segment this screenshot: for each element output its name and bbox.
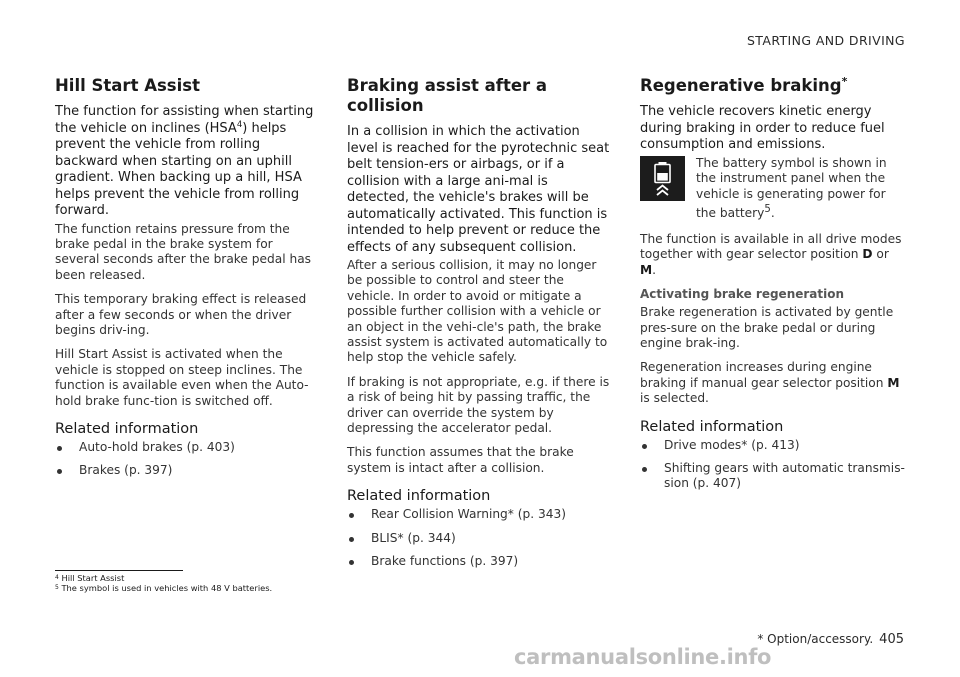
page-footer xyxy=(757,632,904,647)
hill-start-assist-lead xyxy=(55,104,317,220)
footnote-4 xyxy=(55,573,124,583)
hill-start-assist-section xyxy=(55,76,317,487)
gear-position-m: M xyxy=(640,262,653,277)
footnote-divider xyxy=(55,570,183,571)
text-fragment: Regeneration increases during engine braking if manual gear selector position xyxy=(640,360,888,390)
battery-symbol-block xyxy=(640,156,905,222)
related-info-list xyxy=(55,440,317,479)
battery-symbol-text xyxy=(696,156,905,222)
lead-text-start: The function for assisting when starting the vehicle on inclines (HSA xyxy=(55,104,314,136)
bullet-icon xyxy=(642,467,647,472)
related-info-heading: Related information xyxy=(55,420,199,437)
related-link-label: Auto-hold brakes (p. 403) xyxy=(79,439,235,454)
battery-regeneration-icon xyxy=(640,156,685,201)
regenerative-braking-lead: The vehicle recovers kinetic energy during braking in order to reduce fuel consumption and emissions. xyxy=(640,104,885,152)
manual-gear-text xyxy=(640,360,905,406)
footnote-text: Hill Start Assist xyxy=(58,573,125,583)
bullet-icon xyxy=(57,446,62,451)
gear-position-m: M xyxy=(887,375,900,390)
footnote-number: 4 xyxy=(55,574,59,581)
hill-start-assist-title: Hill Start Assist xyxy=(55,76,200,95)
paragraph: This temporary braking effect is released after a few seconds or when the driver begins driv-ing. xyxy=(55,292,307,337)
footnote-number: 5 xyxy=(55,584,59,591)
paragraph: Brake regeneration is activated by gentle pres-sure on the brake pedal or during engine brak-ing. xyxy=(640,305,894,350)
page-number: 405 xyxy=(879,632,904,647)
related-link-brake-functions[interactable] xyxy=(347,554,610,569)
braking-assist-title: Braking assist after a collision xyxy=(347,76,548,115)
braking-assist-lead: In a collision in which the activation level is reached for the pyrotechnic seat belt tension-ers or airbags, or if a collision with a large ani-mal is detected, the vehicle's brakes will be automatically activated. This function is intended to help prevent or reduce the effects of any subsequent collision. xyxy=(347,124,610,255)
title-text: Regenerative braking xyxy=(640,76,842,95)
text-fragment: The function is available in all drive modes together with gear selector position xyxy=(640,231,902,262)
activating-subheading: Activating brake regeneration xyxy=(640,287,845,302)
braking-assist-section xyxy=(347,76,610,578)
regenerative-braking-title xyxy=(640,76,905,96)
paragraph: Hill Start Assist is activated when the vehicle is stopped on steep inclines. The function is available even when the Auto-hold brake func-tion is switched off. xyxy=(55,347,309,408)
bullet-icon xyxy=(349,537,354,542)
bullet-icon xyxy=(349,560,354,565)
paragraph: If braking is not appropriate, e.g. if there is a risk of being hit by passing traffic, the driver can override the system by depressing the accelerator pedal. xyxy=(347,374,610,436)
paragraph: This function assumes that the brake system is intact after a collision. xyxy=(347,445,574,475)
bullet-icon xyxy=(642,444,647,449)
related-info-heading: Related information xyxy=(347,488,491,505)
related-link-auto-hold[interactable] xyxy=(55,440,317,455)
option-accessory-note: * Option/accessory. xyxy=(757,632,874,646)
related-link-drive-modes[interactable] xyxy=(640,438,905,453)
text-fragment: is selected. xyxy=(640,391,709,406)
related-link-label: Shifting gears with automatic transmis-sion (p. 407) xyxy=(664,461,905,491)
option-asterisk: * xyxy=(841,75,848,88)
text-fragment: . xyxy=(652,262,657,277)
related-link-label: Rear Collision Warning* (p. 343) xyxy=(371,507,567,522)
bullet-icon xyxy=(57,469,62,474)
related-link-label: Brakes (p. 397) xyxy=(79,463,173,478)
related-link-blis[interactable] xyxy=(347,531,610,546)
lead-text-end: ) helps prevent the vehicle from rolling backward when starting on an uphill gradient. When backing up a hill, HSA helps prevent the vehicle from rolling forward. xyxy=(55,120,302,218)
paragraph: The function retains pressure from the brake pedal in the brake system for several seconds after the brake pedal has been released. xyxy=(55,221,312,282)
related-link-shifting-gears[interactable] xyxy=(640,461,905,492)
related-link-label: BLIS* (p. 344) xyxy=(371,530,456,545)
drive-modes-text xyxy=(640,232,905,278)
bullet-icon xyxy=(349,513,354,518)
footnote-5 xyxy=(55,583,272,593)
related-link-label: Brake functions (p. 397) xyxy=(371,554,519,569)
watermark-text: carmanualsonline.info xyxy=(514,645,772,669)
gear-position-d: D xyxy=(862,247,873,262)
section-header: STARTING AND DRIVING xyxy=(746,33,905,48)
footnote-ref-5: 5 xyxy=(764,204,771,216)
regenerative-braking-section xyxy=(640,76,905,500)
related-info-heading: Related information xyxy=(640,418,784,435)
related-link-label: Drive modes* (p. 413) xyxy=(664,437,800,452)
paragraph: After a serious collision, it may no longer be possible to control and steer the vehicle. In order to avoid or mitigate a possible further collision with a vehicle or an object in the vehi-cle's path, the brake assist system is activated automatically to help stop the vehicle safely. xyxy=(347,258,608,365)
footnote-text: The symbol is used in vehicles with 48 V batteries. xyxy=(58,583,273,593)
related-link-rear-collision[interactable] xyxy=(347,507,610,522)
related-link-brakes[interactable] xyxy=(55,463,317,478)
related-info-list xyxy=(640,438,905,492)
footnote-ref-4: 4 xyxy=(236,119,243,130)
text-fragment: or xyxy=(872,247,889,262)
related-info-list xyxy=(347,507,610,569)
battery-text-end: . xyxy=(770,206,775,221)
battery-text-body: The battery symbol is shown in the instrument panel when the vehicle is generating power for the battery xyxy=(696,155,887,221)
